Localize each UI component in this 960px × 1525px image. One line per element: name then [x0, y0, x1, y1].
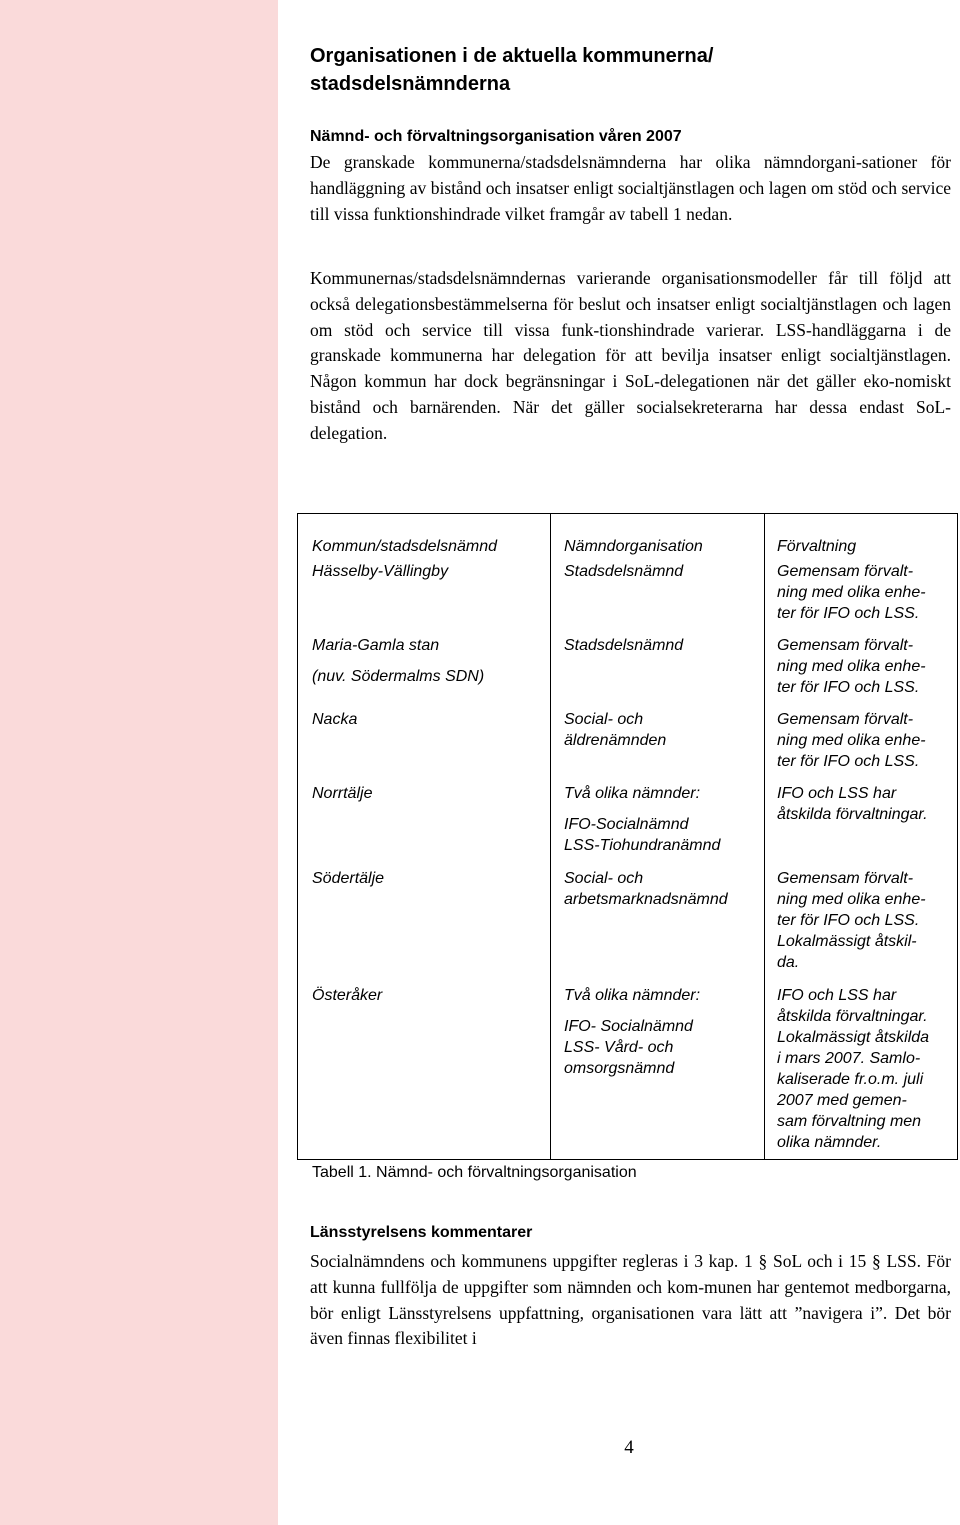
table-row-3-namnd: Social- och äldrenämnden: [564, 711, 667, 749]
table-row-5-forvaltning: Gemensam förvalt- ning med olika enhe- ter för IFO och LSS. Lokalmässigt åtskil- da.: [777, 870, 926, 971]
section-title-organisation: Nämnd- och förvaltningsorganisation våren 2007: [310, 128, 682, 145]
table-row-2-kommun: Maria-Gamla stan (nuv. Södermalms SDN): [312, 637, 485, 685]
table-column-divider: [550, 514, 551, 1159]
table-header-namndorganisation: Nämndorganisation: [564, 538, 703, 555]
table-caption: Tabell 1. Nämnd- och förvaltningsorganisation: [312, 1164, 637, 1181]
organisation-table: [297, 513, 958, 1181]
page-heading: [310, 42, 950, 98]
page-heading-line-1: Organisationen i de aktuella kommunerna/: [310, 45, 714, 67]
section-title-comments: Länsstyrelsens kommentarer: [310, 1224, 533, 1241]
table-row-6-forvaltning: IFO och LSS har åtskilda förvaltningar. Lokalmässigt åtskilda i mars 2007. Samlo- kaliserade fr.o.m. juli 2007 med gemen- sam förvaltning men olika nämnder.: [777, 987, 930, 1151]
left-margin-band: [0, 0, 278, 1525]
table-row-1-kommun: Hässelby-Vällingby: [312, 563, 449, 580]
table-row-4-namnd: Två olika nämnder: IFO-Socialnämnd LSS-Tiohundranämnd: [564, 785, 721, 854]
table-column-divider: [764, 514, 765, 1159]
table-row-1-namnd: Stadsdelsnämnd: [564, 563, 684, 580]
table-header-kommun: Kommun/stadsdelsnämnd: [312, 538, 497, 555]
table-header-forvaltning: Förvaltning: [777, 538, 857, 555]
table-row-5-kommun: Södertälje: [312, 870, 385, 887]
table-row-3-kommun: Nacka: [312, 711, 358, 728]
table-row-1-forvaltning: Gemensam förvalt- ning med olika enhe- ter för IFO och LSS.: [777, 563, 926, 622]
table-row-6-kommun: Österåker: [312, 987, 383, 1004]
table-row-2-namnd: Stadsdelsnämnd: [564, 637, 684, 654]
paragraph-intro: De granskade kommunerna/stadsdelsnämnderna har olika nämndorgani-sationer för handläggning av bistånd och insatser enligt socialtjänstlagen och lagen om stöd och service till vissa funktionshindrade vilket framgår av tabell 1 nedan.: [310, 152, 951, 224]
table-row-4-kommun: Norrtälje: [312, 785, 373, 802]
page-number: 4: [624, 1437, 634, 1458]
table-row-5-namnd: Social- och arbetsmarknadsnämnd: [564, 870, 728, 908]
paragraph-delegation: Kommunernas/stadsdelsnämndernas varierande organisationsmodeller får till följd att också delegationsbestämmelserna för beslut och insatser enligt socialtjänstlagen och lagen om stöd och service till vissa funk-tionshindrade varierar. LSS-handläggarna i de granskade kommunerna har delegation för att bevilja insatser enligt socialtjänstlagen. Någon kommun har dock begränsningar i SoL-delegationen när det gäller eko-nomiskt bistånd och barnärenden. När det gäller socialsekreterarna har dessa endast SoL-delegation.: [310, 268, 951, 443]
table-row-4-forvaltning: IFO och LSS har åtskilda förvaltningar.: [777, 785, 928, 823]
table-row-3-forvaltning: Gemensam förvalt- ning med olika enhe- ter för IFO och LSS.: [777, 711, 926, 770]
table-row-2-forvaltning: Gemensam förvalt- ning med olika enhe- ter för IFO och LSS.: [777, 637, 926, 696]
paragraph-comments: Socialnämndens och kommunens uppgifter regleras i 3 kap. 1 § SoL och i 15 § LSS. För att kunna fullfölja de uppgifter som nämnden och kom-munen har gentemot medborgarna, bör enligt Länsstyrelsens uppfattning, organisationen vara lätt att ”navigera i”. Det bör även finnas flexibilitet i: [310, 1251, 951, 1349]
page-heading-line-2: stadsdelsnämnderna: [310, 73, 511, 95]
table-row-6-namnd: Två olika nämnder: IFO- Socialnämnd LSS- Vård- och omsorgsnämnd: [564, 987, 701, 1077]
